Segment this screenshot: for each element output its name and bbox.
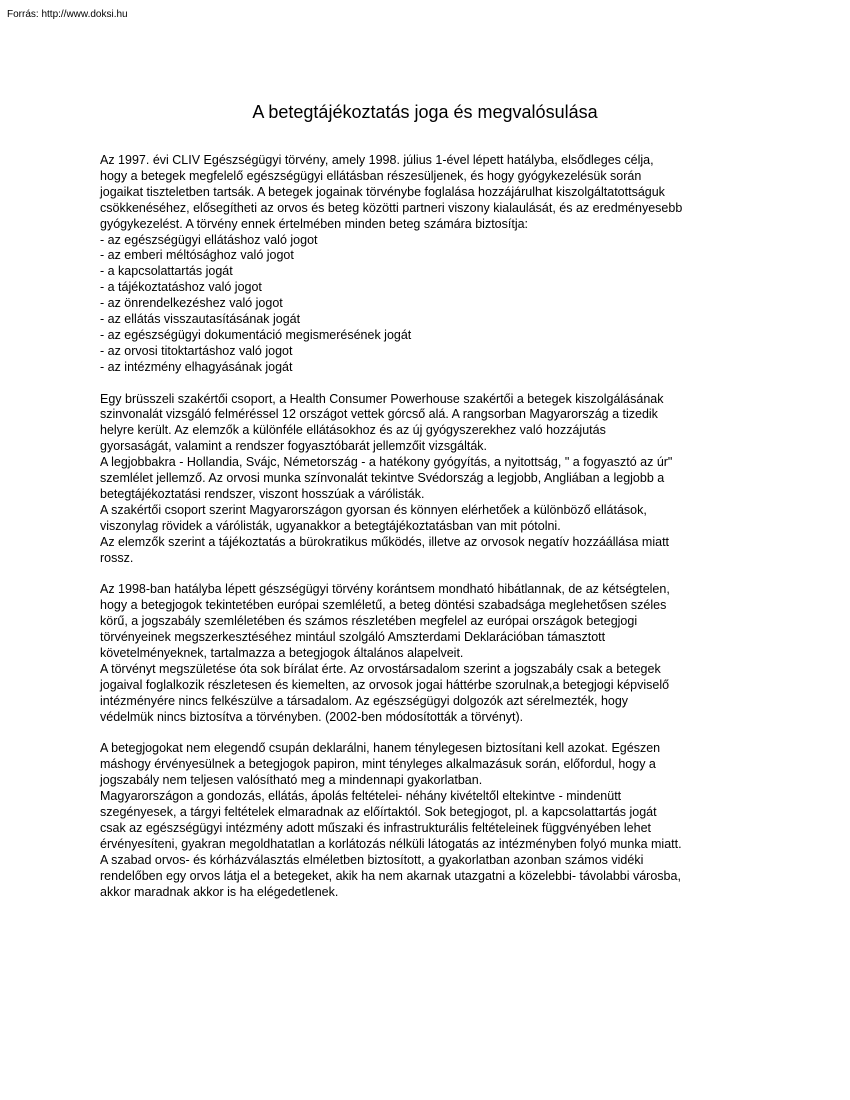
text-line: csökkenéséhez, elősegítheti az orvos és beteg közötti partneri viszony kialaulását, és az eredményesebb: [100, 200, 683, 215]
text-line: érvényesíteni, gyakran megoldhatatlan a korlátozás nélküli látogatás az intézményben folyó munka miatt.: [100, 836, 682, 851]
text-line: rossz.: [100, 550, 134, 565]
text-line: gyorsaságát, valamint a rendszer fogyasztóbarát jellemzőit vizsgálták.: [100, 439, 487, 454]
text-line: szemlélet jellemző. Az orvosi munka színvonalát tekintve Svédország a legjobb, Angliában a legjobb a: [100, 471, 665, 486]
text-line: intézményére nincs felkészülve a társadalom. Az egészségügyi dolgozók azt sérelmezték, hogy: [100, 693, 629, 708]
text-line: Az 1998-ban hatályba lépett gészségügyi törvény korántsem mondható hibátlannak, de az kétségtelen,: [100, 582, 670, 597]
document-title: A betegtájékoztatás joga és megvalósulása: [252, 102, 598, 122]
text-line: A törvényt megszületése óta sok bírálat érte. Az orvostársadalom szerint a jogszabály csak a betegek: [100, 661, 661, 676]
text-line: - az ellátás visszautasításának jogát: [100, 312, 301, 327]
text-line: törvényeinek megszerkesztéséhez mintául szolgáló Amszterdami Deklarációban támasztott: [100, 630, 606, 645]
text-line: rendelőben egy orvos látja el a betegeket, akik ha nem akarnak utazgatni a közelebbi- távolabbi városba,: [100, 868, 681, 883]
text-line: védelmük nincs biztosítva a törvényben. (2002-ben módosították a törvényt).: [100, 709, 524, 724]
text-line: Az 1997. évi CLIV Egészségügyi törvény, amely 1998. július 1-ével lépett hatályba, elsődleges célja,: [100, 153, 654, 167]
text-line: hogy a betegek megfelelő egészségügyi ellátásban részesüljenek, és hogy gyógykezelésük során: [100, 168, 642, 183]
text-line: betegtájékoztatási rendszer, viszont hosszúak a várólisták.: [100, 487, 425, 502]
text-line: - az egészségügyi dokumentáció megismerésének jogát: [100, 327, 412, 342]
text-line: jogaival foglalkozik részletesen és kiemelten, az orvosok jogai háttérbe szorulnak,a betegjogi képviselő: [100, 677, 670, 692]
text-line: - az önrendelkezéshez való jogot: [100, 296, 283, 311]
paragraph: [100, 741, 790, 900]
text-line: csak az egészségügyi intézmény adott műszaki és infrastrukturális feltételeinek függvényében lehet: [100, 821, 651, 836]
text-line: A szabad orvos- és kórházválasztás elméletben biztosított, a gyakorlatban azonban számos vidéki: [100, 852, 644, 867]
text-line: - a kapcsolattartás jogát: [100, 264, 233, 279]
text-line: szegényesek, a tárgyi feltételek elmaradnak az előírtaktól. Sok betegjogot, pl. a kapcsolattartás jogát: [100, 805, 657, 820]
text-line: - a tájékoztatáshoz való jogot: [100, 280, 262, 295]
source-label: Forrás: http://www.doksi.hu: [7, 9, 128, 20]
document-body: [100, 153, 790, 916]
paragraph: [100, 153, 790, 376]
text-line: A szakértői csoport szerint Magyarországon gyorsan és könnyen elérhetőek a különböző ellátások,: [100, 502, 647, 517]
text-line: - az emberi méltósághoz való jogot: [100, 248, 294, 263]
text-line: szinvonalát vizsgáló felméréssel 12 országot vettek górcső alá. A rangsorban Magyarország a tizedik: [100, 407, 658, 422]
text-line: gyógykezelést. A törvény ennek értelmében minden beteg számára biztosítja:: [100, 216, 529, 231]
text-line: - az intézmény elhagyásának jogát: [100, 359, 293, 374]
text-line: akkor maradnak akkor is ha elégedetlenek.: [100, 884, 339, 899]
text-line: követelményeknek, tartalmazza a betegjogok általános alapelveit.: [100, 646, 464, 661]
text-line: jogszabály nem teljesen valósítható meg a mindennapi gyakorlatban.: [100, 773, 483, 788]
text-line: körű, a jogszabály szemléletében és számos részletében megfelel az európai országok betegjogi: [100, 614, 638, 629]
text-line: Egy brüsszeli szakértői csoport, a Health Consumer Powerhouse szakértői a betegek kiszolgálásának: [100, 391, 664, 406]
text-line: - az orvosi titoktartáshoz való jogot: [100, 343, 293, 358]
text-line: A legjobbakra - Hollandia, Svájc, Németország - a hatékony gyógyítás, a nyitottság, " a fogyasztó az úr": [100, 455, 673, 470]
paragraph: [100, 582, 790, 725]
text-line: hogy a betegjogok tekintetében európai szemléletű, a beteg döntési szabadsága meglehetősen széles: [100, 598, 667, 613]
text-line: - az egészségügyi ellátáshoz való jogot: [100, 232, 318, 247]
text-line: jogaikat tiszteletben tartsák. A betegek jogainak törvénybe foglalása hozzájárulhat kiszolgáltatottságuk: [100, 184, 665, 199]
text-line: viszonylag rövidek a várólisták, ugyanakkor a betegtájékoztatásban van mit pótolni.: [100, 518, 561, 533]
text-line: helyre került. Az elemzők a különféle ellátásokhoz és az új gyógyszerekhez való hozzájutás: [100, 423, 606, 438]
text-line: Magyarországon a gondozás, ellátás, ápolás feltételei- néhány kivételtől eltekintve - mindenütt: [100, 789, 622, 804]
text-line: A betegjogokat nem elegendő csupán deklarálni, hanem ténylegesen biztosítani kell azokat. Egészen: [100, 741, 661, 756]
paragraph: [100, 392, 790, 567]
text-line: Az elemzők szerint a tájékoztatás a bürokratikus működés, illetve az orvosok negatív hozzáállása miatt: [100, 534, 670, 549]
text-line: máshogy érvényesülnek a betegjogok papiron, mint tényleges alkalmazásuk során, előfordul, hogy a: [100, 757, 656, 772]
